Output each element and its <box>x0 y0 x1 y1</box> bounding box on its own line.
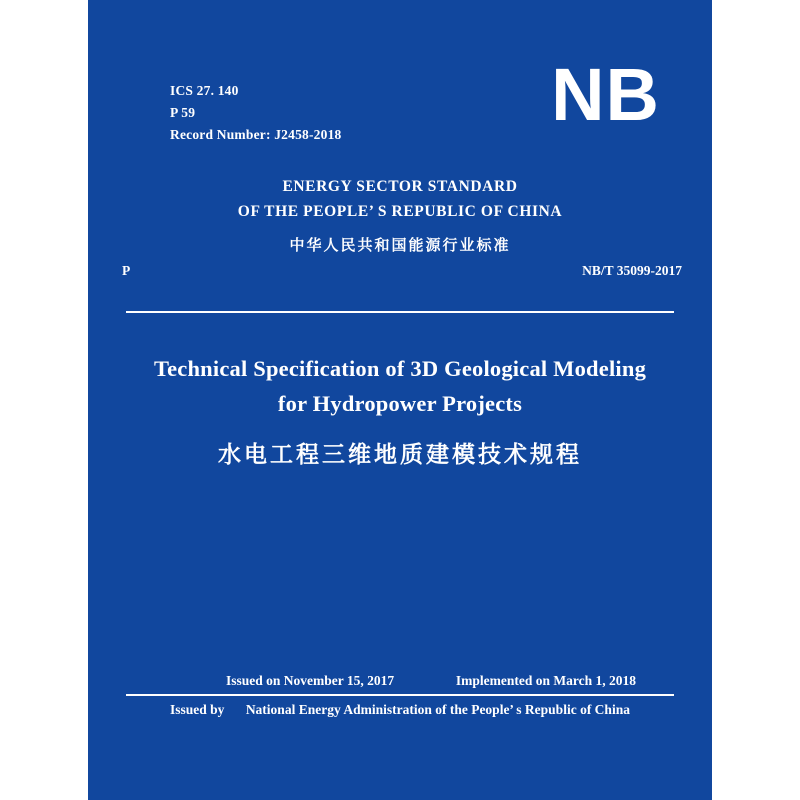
code-row <box>114 263 682 279</box>
issued-by-label: Issued by <box>170 702 225 717</box>
divider-top <box>126 311 674 313</box>
nb-logo: NB <box>551 53 660 136</box>
standard-heading <box>88 175 712 258</box>
issuer-line <box>88 702 712 718</box>
issuing-organization: National Energy Administration of the People’ s Republic of China <box>245 702 630 717</box>
category-letter: P <box>122 263 131 278</box>
classification-code: P 59 <box>170 104 196 120</box>
standard-cover <box>88 0 712 800</box>
ics-number: ICS 27. 140 <box>170 83 239 98</box>
title-chinese: 水电工程三维地质建模技术规程 <box>218 441 582 467</box>
heading-line-chinese: 中华人民共和国能源行业标准 <box>289 237 511 254</box>
issued-date: Issued on November 15, 2017 <box>226 673 395 688</box>
dates-row <box>138 673 662 689</box>
standard-number: NB/T 35099-2017 <box>582 263 682 278</box>
heading-line-1: ENERGY SECTOR STANDARD <box>282 178 518 195</box>
title-block <box>128 352 672 472</box>
divider-bottom <box>126 694 674 696</box>
ics-block <box>170 80 341 146</box>
implemented-date: Implemented on March 1, 2018 <box>455 673 636 688</box>
title-english-line-2: for Hydropower Projects <box>277 390 523 416</box>
title-english-line-1: Technical Specification of 3D Geological Modeling <box>153 356 647 381</box>
record-number: Record Number: J2458-2018 <box>170 126 342 142</box>
heading-line-2: OF THE PEOPLE’ S REPUBLIC OF CHINA <box>237 202 563 220</box>
